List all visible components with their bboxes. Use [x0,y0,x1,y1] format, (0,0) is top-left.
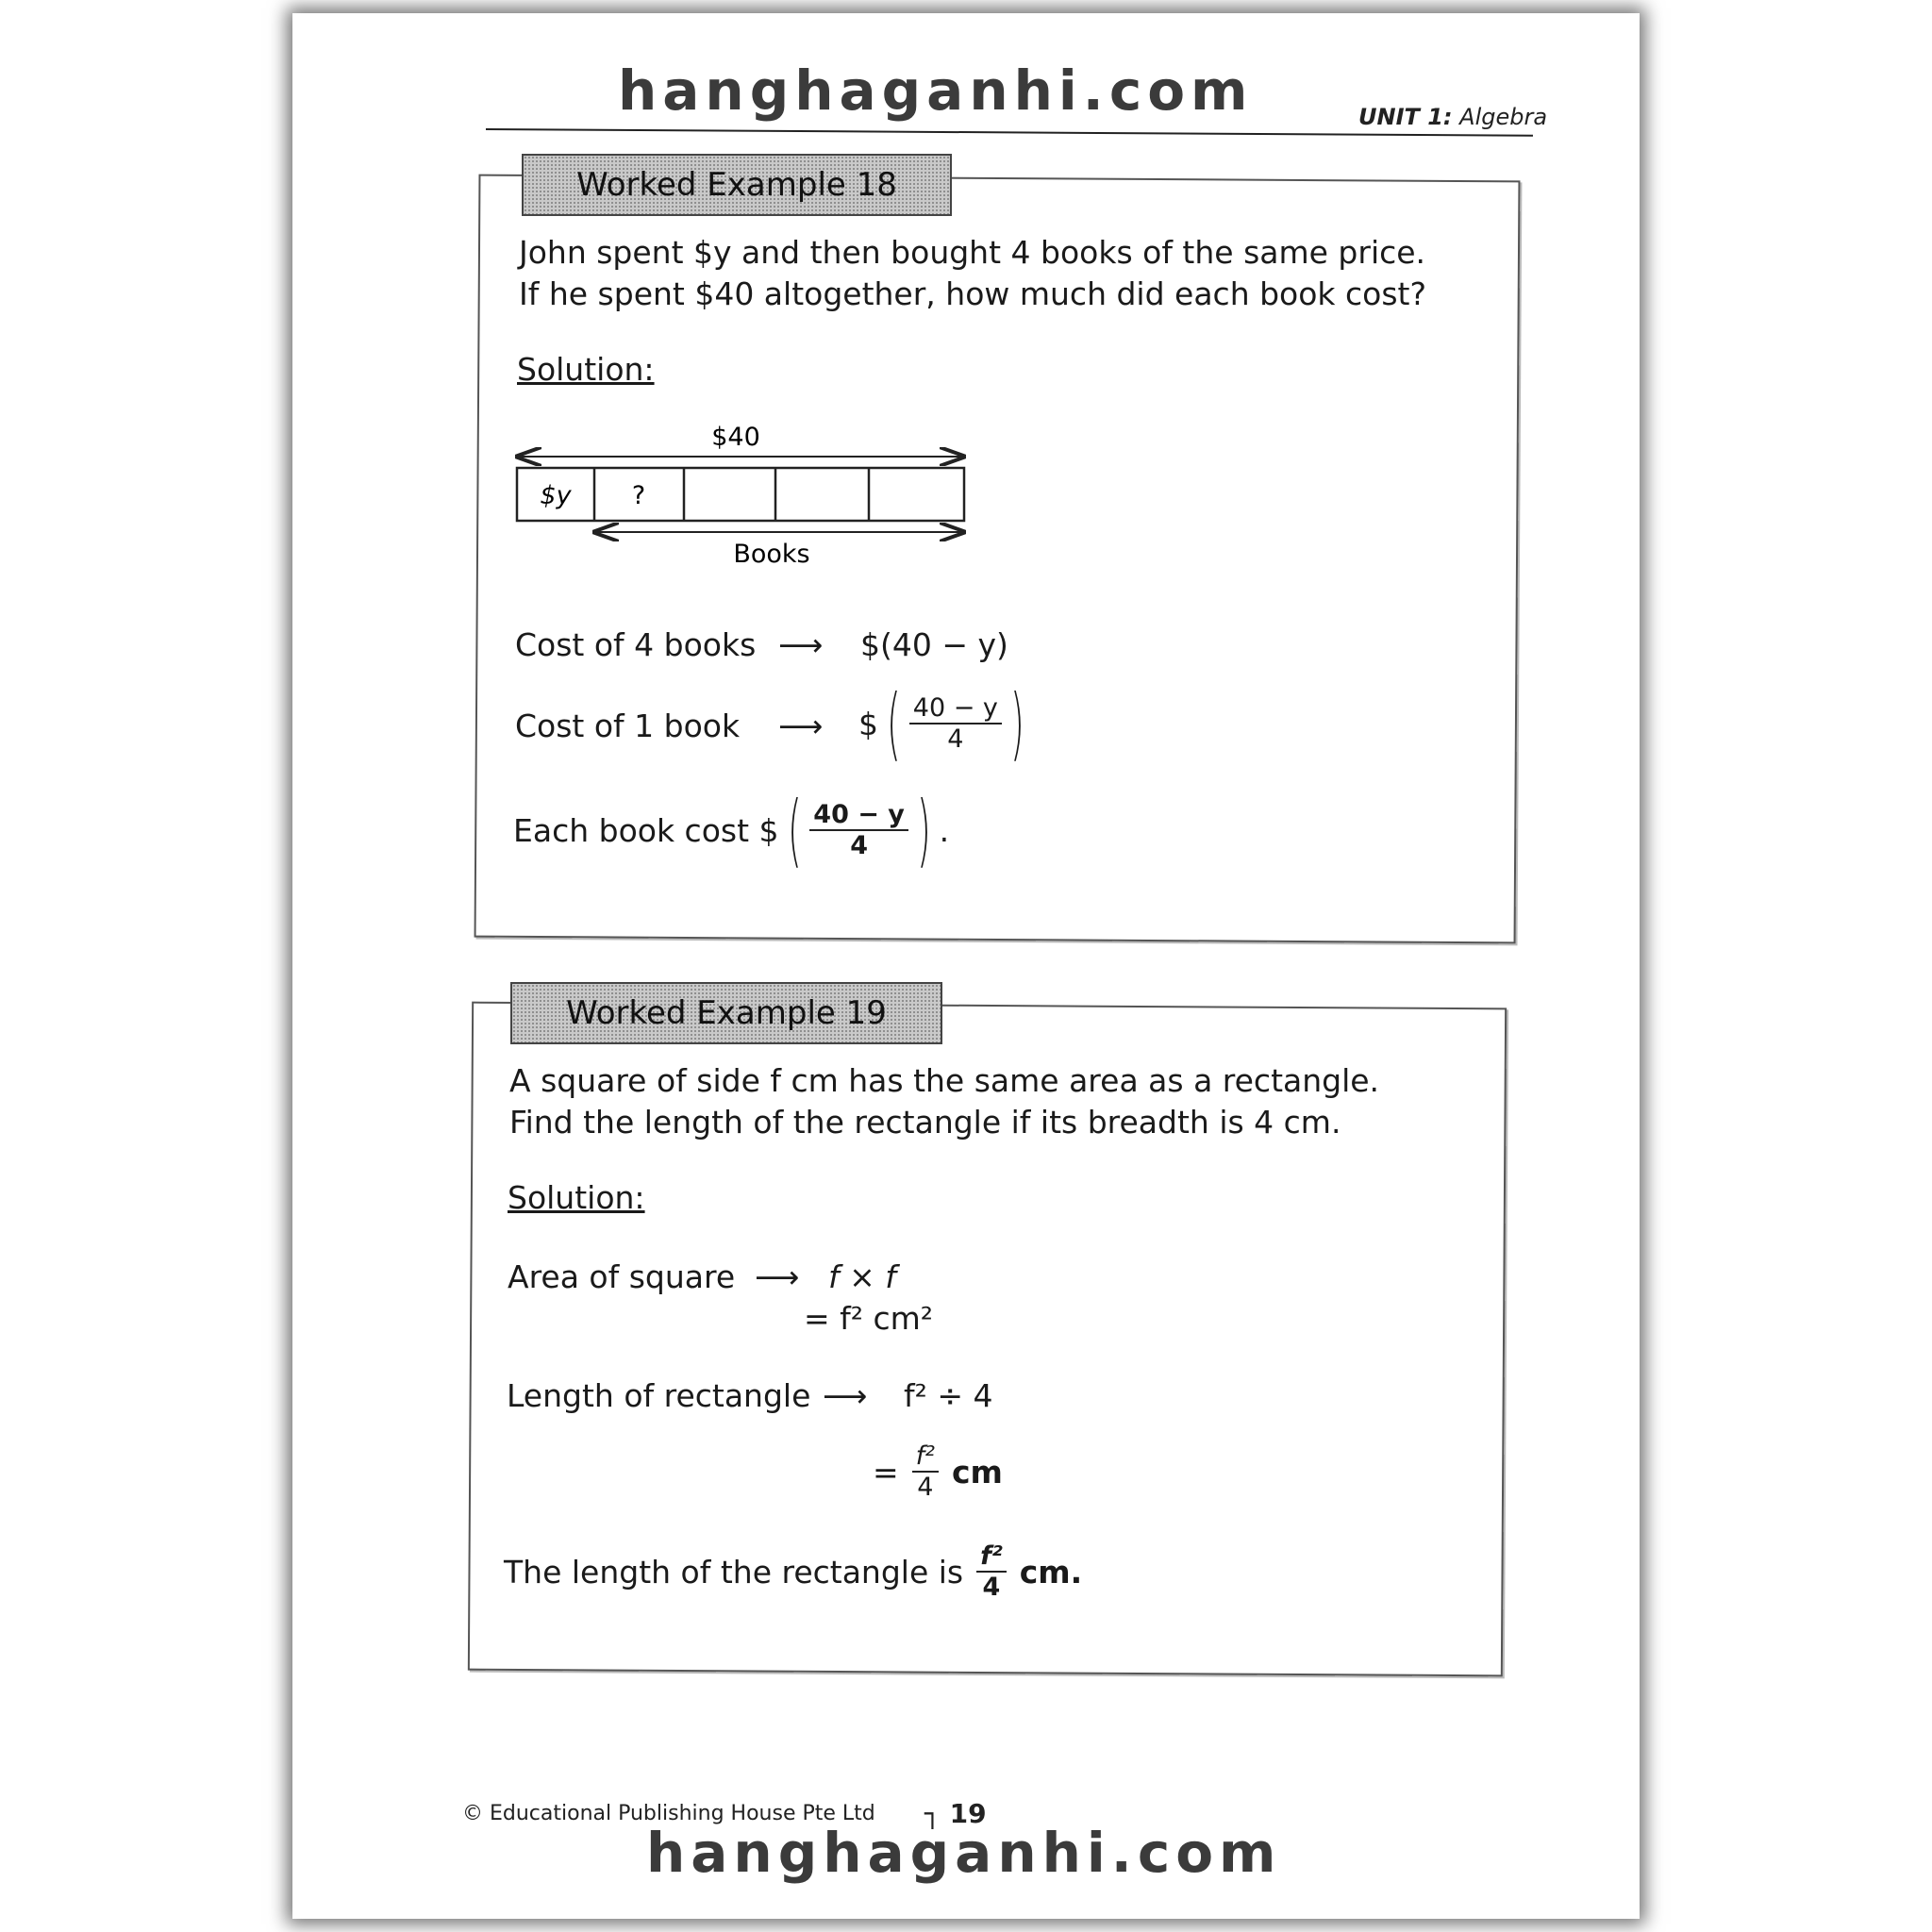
cell-unknown-label: ? [631,481,646,510]
answer-fraction [809,800,908,860]
close-paren: ) [916,784,931,876]
arrow-glyph: ⟶ [823,1377,868,1414]
cost-4-books-label: Cost of 4 books [515,626,757,663]
answer-fraction [976,1541,1007,1602]
length-of-rectangle-value: f² ÷ 4 [904,1377,993,1414]
cell-y-label: $y [540,481,572,510]
example-18-solution-heading: Solution: [517,351,655,388]
cost-1-book-label: Cost of 1 book [515,708,741,744]
equals-sign: = [873,1453,899,1491]
example-19-question-line1: A square of side f cm has the same area as a rectangle. [509,1062,1380,1099]
fraction-numerator: f² [912,1441,939,1473]
open-paren: ( [887,677,901,770]
corner-mark: ┐ [924,1798,950,1829]
period: . [939,811,950,849]
cost-1-book-fraction [909,693,1002,754]
arrow-glyph: ⟶ [778,708,824,744]
fraction-denominator: 4 [850,831,868,860]
example-19-answer [504,1541,1082,1602]
watermark-top: hanghaganhi.com [618,58,1254,123]
answer-prefix: Each book cost $ [513,811,779,849]
example-18-title: Worked Example 18 [522,154,952,216]
open-paren: ( [787,784,802,876]
bar-model-diagram [509,415,981,575]
fraction-denominator: 4 [982,1573,1001,1602]
fraction-numerator: f² [976,1541,1007,1573]
unit-label: UNIT 1: [1358,104,1453,130]
arrow-glyph: ⟶ [755,1258,800,1295]
example-18-question-line2: If he spent $40 altogether, how much did each book cost? [519,275,1427,312]
length-unit: cm [952,1453,1003,1491]
answer-unit: cm. [1019,1553,1083,1591]
example-18-question-line1: John spent $y and then bought 4 books of the same price. [519,234,1426,271]
cost-4-books-value: $(40 − y) [860,626,1008,663]
example-19-title: Worked Example 19 [510,982,942,1044]
example-19-question-line2: Find the length of the rectangle if its breadth is 4 cm. [509,1104,1341,1141]
cost-1-book-value [858,677,1033,770]
books-label: Books [733,540,810,569]
close-paren: ) [1009,677,1024,770]
example-18-answer [513,784,950,876]
fraction-denominator: 4 [947,724,964,754]
total-label: $40 [711,423,760,452]
length-of-rectangle-label: Length of rectangle [507,1377,811,1414]
area-of-square-result: = f² cm² [804,1300,933,1337]
bar-outline [517,468,964,521]
copyright-notice: © Educational Publishing House Pte Ltd [462,1802,875,1825]
dollar-sign: $ [858,705,878,742]
length-fraction-step [873,1441,1003,1502]
watermark-bottom: hanghaganhi.com [646,1821,1282,1885]
fraction-numerator: 40 − y [909,693,1002,724]
area-of-square-label: Area of square [508,1258,736,1295]
fraction-numerator: 40 − y [809,800,908,831]
unit-name: Algebra [1459,104,1548,130]
example-19-solution-heading: Solution: [508,1179,645,1216]
arrow-glyph: ⟶ [778,626,824,663]
length-fraction [912,1441,939,1502]
page-number-value: 19 [949,1798,987,1829]
area-of-square-value: f × f [828,1258,896,1295]
fraction-denominator: 4 [917,1473,934,1502]
unit-header [1358,104,1547,130]
answer-prefix: The length of the rectangle is [504,1553,964,1591]
